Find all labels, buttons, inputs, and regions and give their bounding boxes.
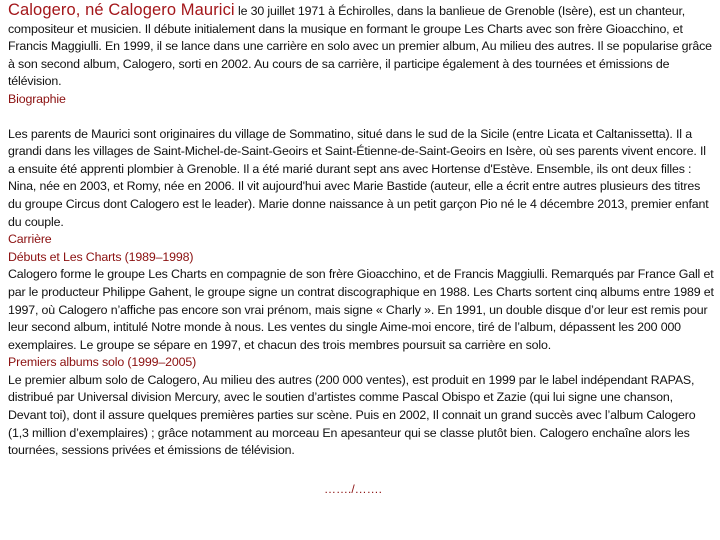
document-page: [8, 2, 714, 460]
heading-carriere: Carrière: [8, 232, 52, 247]
document-title: Calogero, né Calogero Maurici: [8, 1, 235, 19]
intro-text: le 30 juillet 1971 à Échirolles, dans la banlieue de Grenoble (Isère), est un chanteur, compositeur et musicien. Il débute initialement dans la musique en formant le groupe Les Charts avec son frère Gioacchino, et Francis Maggiulli. En 1999, il se lance dans une carrière en solo avec un premier album, Au milieu des autres. Il se popularise grâce à son second album, Calogero, sorti en 2002. Au cours de sa carrière, il participe également à des tournées et émissions de télévision.: [8, 4, 712, 89]
continuation-marker: ……./…….: [323, 482, 382, 496]
heading-premiers-albums-solo: Premiers albums solo (1999–2005): [8, 355, 197, 370]
heading-biographie: Biographie: [8, 91, 66, 106]
premiers-albums-paragraph: Le premier album solo de Calogero, Au milieu des autres (200 000 ventes), est produit en 1999 par le label indépendant RAPAS, distribué par Universal division Mercury, avec le soutien d’artistes comme Pascal Obispo et Zazie (qui lui signe une chanson, Devant toi), dont il assure quelques premières parties sur scène. Puis en 2002, Il connait un grand succès avec l’album Calogero (1,3 million d’exemplaires) ; grâce notamment au morceau En apesanteur qui se classe plutôt bien. Calogero enchaîne alors les tournées, sessions privées et émissions de télévision.: [8, 372, 696, 458]
intro-paragraph: [8, 2, 714, 91]
heading-debuts-les-charts: Débuts et Les Charts (1989–1998): [8, 249, 194, 264]
spacer: [8, 109, 714, 126]
biography-paragraph: Les parents de Maurici sont originaires du village de Sommatino, situé dans le sud de la Sicile (entre Licata et Caltanissetta). Il a grandi dans les villages de Saint-Michel-de-Saint-Geoirs et Saint-Étienne-de-Saint-Geoirs en Isère, où ses parents vivent encore. Il a ensuite été apprenti plombier à Grenoble. Il a été marié durant sept ans avec Hortense d'Estève. Ensemble, ils ont deux filles : Nina, née en 2003, et Romy, née en 2006. Il vit aujourd'hui avec Marie Bastide (auteur, elle a écrit entre autres plusieurs des titres du groupe Circus dont Calogero est le leader). Marie donne naissance à un petit garçon Pio né le 4 décembre 2013, premier enfant du couple.: [8, 126, 709, 229]
debuts-paragraph: Calogero forme le groupe Les Charts en compagnie de son frère Gioacchino, et de Francis Maggiulli. Remarqués par France Gall et par le producteur Philippe Gahent, le groupe signe un contrat discographique en 1988. Les Charts sortent cinq albums entre 1989 et 1997, où Calogero n’affiche pas encore son vrai prénom, mais signe « Charly ». En 1991, un double disque d’or leur est remis pour leur second album, intitulé Notre monde à nous. Les ventes du single Aime-moi encore, tiré de l’album, dépassent les 200 000 exemplaires. Le groupe se sépare en 1997, et chacun des trois membres poursuit sa carrière en solo.: [8, 267, 714, 352]
